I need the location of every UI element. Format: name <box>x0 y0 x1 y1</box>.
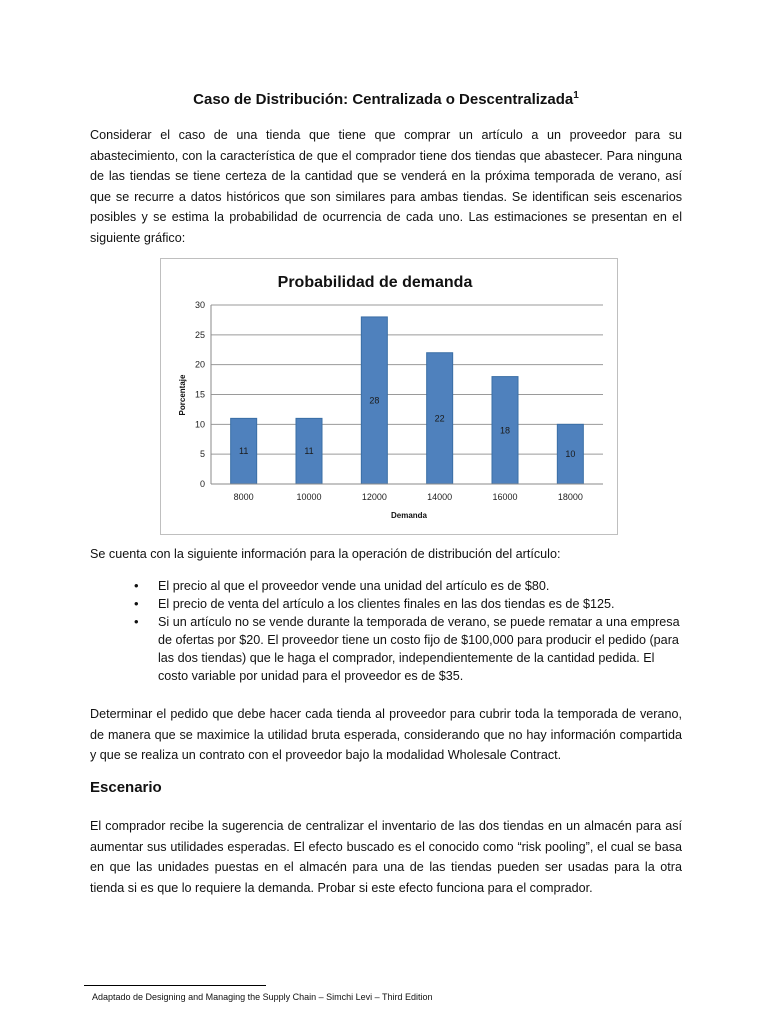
y-tick-label: 15 <box>194 389 205 400</box>
x-tick-label: 14000 <box>427 492 453 502</box>
footnote-mark: 1 <box>573 90 579 101</box>
bar-data-label: 18 <box>499 425 511 436</box>
bullet-item: • El precio al que el proveedor vende una unidad del artículo es de $80. <box>90 577 682 595</box>
info-bullet-list <box>90 577 682 685</box>
chart-bars <box>231 317 584 484</box>
demand-probability-chart <box>160 258 618 535</box>
bullet-item: • El precio de venta del artículo a los clientes finales en las dos tiendas es de $125. <box>90 595 682 613</box>
document-title-text: Caso de Distribución: Centralizada o Descentralizada <box>193 91 574 108</box>
bullet-item: • Si un artículo no se vende durante la temporada de verano, se puede rematar a una empresa de ofertas por $20. El proveedor tiene un costo fijo de $100,000 para producir el pedido (para las dos tiendas) que le haga el comprador, independientemente de la cantidad pedida. El costo variable por unidad para el proveedor es de $35. <box>90 613 682 685</box>
scenario-paragraph: El comprador recibe la sugerencia de centralizar el inventario de las dos tiendas en un almacén para así aumentar sus utilidades esperadas. El efecto buscado es el conocido como “risk pooling”, el cual se basa en que las unidades puestas en el almacén para una de las tiendas pueden ser usadas para la otra tienda si es que lo requiere la demanda. Probar si este efecto funciona para el comprador. <box>90 819 682 895</box>
y-tick-label: 5 <box>199 449 205 460</box>
y-tick-label: 25 <box>194 329 205 340</box>
bar-data-label: 22 <box>434 413 445 424</box>
scenario-heading: Escenario <box>90 779 162 796</box>
x-tick-label: 16000 <box>492 492 518 502</box>
task-paragraph: Determinar el pedido que debe hacer cada tienda al proveedor para cubrir toda la temporada de verano, de manera que se maximice la utilidad bruta esperada, considerando que no hay información compartida y que se realiza un contrato con el proveedor bajo la modalidad Wholesale Contract. <box>90 707 682 762</box>
y-tick-label: 20 <box>194 359 205 370</box>
intro-paragraph: Considerar el caso de una tienda que tiene que comprar un artículo a un proveedor para su abastecimiento, con la característica de que el comprador tiene dos tiendas que abastecer. Para ninguna de las tiendas se tiene certeza de la cantidad que se venderá en la próxima temporada de verano, así que se recurre a datos históricos que son similares para ambas tiendas. Se identifican seis escenarios posibles y se estima la probabilidad de ocurrencia de cada uno. Las estimaciones se presentan en el siguiente gráfico: <box>90 128 682 245</box>
x-tick-label: 10000 <box>296 492 322 502</box>
x-tick-label: 12000 <box>361 492 387 502</box>
y-tick-label: 30 <box>194 300 205 310</box>
y-tick-label: 0 <box>199 479 205 489</box>
x-axis-label: Demanda <box>390 511 428 520</box>
y-axis-label: Porcentaje <box>178 374 187 416</box>
document-title <box>90 90 682 108</box>
bar-data-label: 10 <box>565 449 576 460</box>
x-tick-label: 18000 <box>557 492 583 502</box>
info-intro-paragraph: Se cuenta con la siguiente información para la operación de distribución del artículo: <box>90 547 561 561</box>
x-tick-label: 8000 <box>233 492 254 502</box>
footnote-divider <box>84 985 266 986</box>
bar-data-label: 11 <box>238 446 249 457</box>
chart-svg <box>161 259 617 534</box>
bar-data-label: 11 <box>304 446 314 457</box>
footnote: Adaptado de Designing and Managing the Supply Chain – Simchi Levi – Third Edition <box>92 992 433 1002</box>
chart-title: Probabilidad de demanda <box>277 274 473 291</box>
y-tick-label: 10 <box>194 419 205 430</box>
bar-data-label: 28 <box>369 395 380 406</box>
